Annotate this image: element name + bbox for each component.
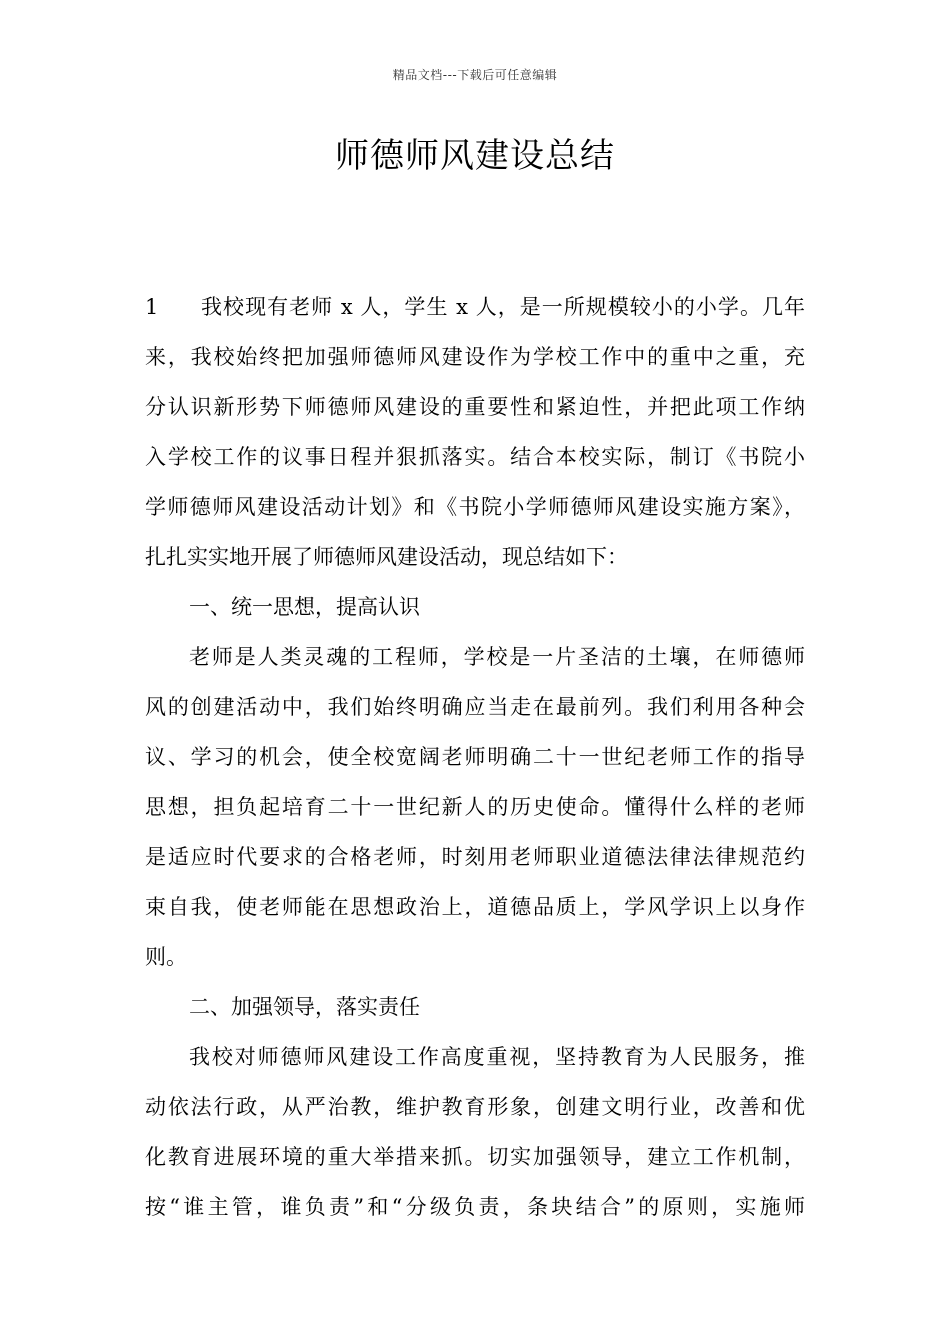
- paragraph-line: 化教育进展环境的重大举措来抓。切实加强领导，建立工作机制，: [145, 1145, 805, 1169]
- paragraph-line: 扎扎实实地开展了师德师风建设活动，现总结如下：: [145, 545, 628, 569]
- paragraph-line: 分认识新形势下师德师风建设的重要性和紧迫性，并把此项工作纳: [145, 395, 805, 419]
- paragraph-line: 束自我，使老师能在思想政治上，道德品质上，学风学识上以身作: [145, 895, 805, 919]
- paragraph-line: 思想，担负起培育二十一世纪新人的历史使命。懂得什么样的老师: [145, 795, 805, 819]
- paragraph-line: 则。: [145, 945, 187, 969]
- document-body: [145, 282, 805, 1232]
- paragraph-line: 议、学习的机会，使全校宽阔老师明确二十一世纪老师工作的指导: [145, 745, 805, 769]
- document-title: 师德师风建设总结: [335, 136, 615, 176]
- paragraph-line: 老师是人类灵魂的工程师，学校是一片圣洁的土壤，在师德师: [189, 645, 805, 669]
- paragraph-line: 按“谁主管，谁负责”和“分级负责，条块结合”的原则，实施师: [145, 1195, 805, 1219]
- paragraph-number: 1: [145, 295, 159, 319]
- paragraph-line: 是适应时代要求的合格老师，时刻用老师职业道德法律法律规范约: [145, 845, 805, 869]
- paragraph-line: [145, 282, 805, 332]
- paragraph-text: 我校现有老师 x 人，学生 x 人，是一所规模较小的小学。几年: [200, 295, 805, 319]
- section-heading: 二、加强领导，落实责任: [189, 995, 420, 1019]
- paragraph-line: 入学校工作的议事日程并狠抓落实。结合本校实际，制订《书院小: [145, 445, 805, 469]
- paragraph-line: 来，我校始终把加强师德师风建设作为学校工作中的重中之重，充: [145, 345, 805, 369]
- header-note: 精品文档---下载后可任意编辑: [392, 68, 558, 82]
- paragraph-line: 学师德师风建设活动计划》和《书院小学师德师风建设实施方案》，: [145, 495, 805, 519]
- paragraph-line: 动依法行政，从严治教，维护教育形象，创建文明行业，改善和优: [145, 1095, 805, 1119]
- paragraph-line: 我校对师德师风建设工作高度重视，坚持教育为人民服务，推: [189, 1045, 805, 1069]
- paragraph-line: 风的创建活动中，我们始终明确应当走在最前列。我们利用各种会: [145, 695, 805, 719]
- section-heading: 一、统一思想，提高认识: [189, 595, 420, 619]
